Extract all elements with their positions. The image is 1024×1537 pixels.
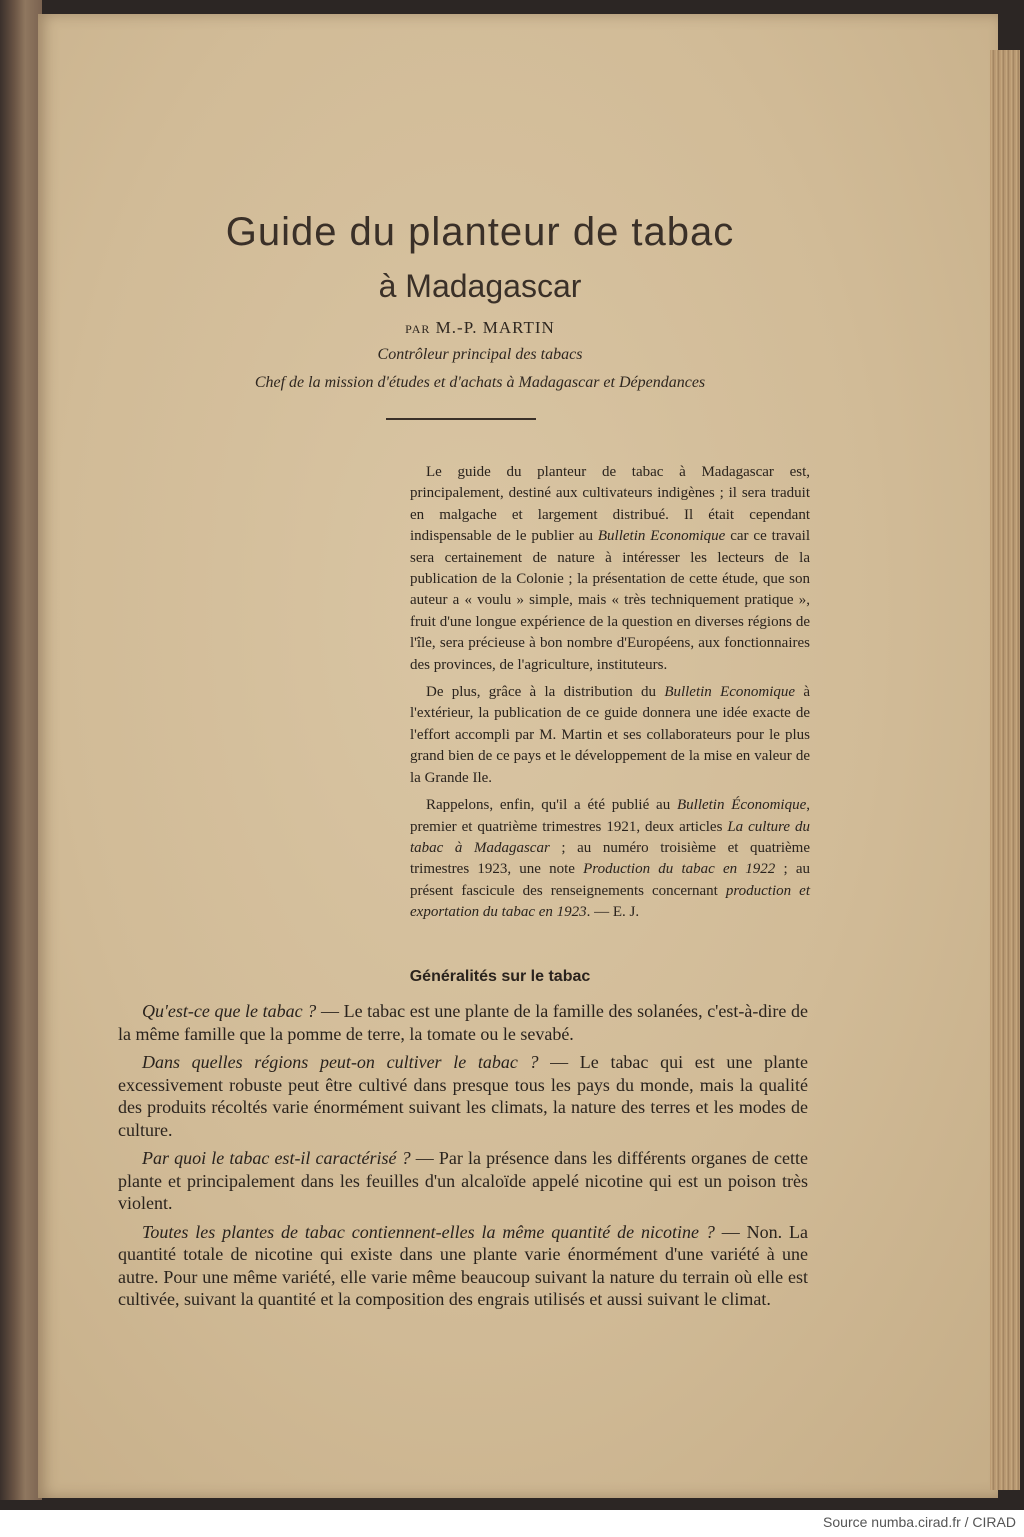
intro-italic-text: Bulletin Economique [597,528,726,545]
qa-paragraph [118,1147,808,1215]
answer: — Le tabac qui est une plante excessivement robuste peut être cultivé dans presque tous les pays du monde, mais la qualité des produits récoltés varie énormément suivant les climats, la nature des terres et les modes de culture. [118,1052,808,1140]
scan-bottom-border [0,1500,1024,1510]
qa-body [118,1000,808,1317]
intro-text: car ce travail sera certainement de nature à intéresser les lecteurs de la publication de la Colonie ; la présentation de cette étude, que son auteur a « voulu » simple, mais « très techniquement pratique », fruit d'une longue expérience de la question en diverses régions de l'île, sera précieuse à bon nombre d'Européens, aux fonctionnaires des provinces, de l'agriculture, instituteurs. [410,528,810,673]
answer: — Non. La quantité totale de nicotine qui existe dans une plante varie énormément d'une variété à une autre. Pour une même variété, elle varie même beaucoup suivant la nature du terrain où elle est cultivée, suivant la quantité et la composition des engrais utilisés et aussi suivant le climat. [118,1221,809,1309]
byline-prefix: PAR [405,322,431,336]
author-role-1: Contrôleur principal des tabacs [377,346,583,363]
byline [100,318,860,338]
document-title: Guide du planteur de tabac [225,210,735,254]
document-subtitle: à Madagascar [378,268,582,304]
intro-paragraph [410,795,810,923]
question: Toutes les plantes de tabac contiennent-elles la même quantité de nicotine ? [142,1221,715,1242]
intro-text: Rappelons, enfin, qu'il a été publié au [426,797,677,814]
intro-italic-text: Bulletin Économique [676,797,807,814]
answer: — Par la présence dans les différents organes de cette plante et principalement dans les feuilles d'un alcaloïde appelé nicotine qui est un poison très violent. [118,1148,809,1213]
source-caption: Source numba.cirad.fr / CIRAD [823,1514,1016,1530]
section-title: Généralités sur le tabac [409,968,591,985]
intro-text: Le guide du planteur de tabac à Madagascar est, principalement, destiné aux cultivateurs indigènes ; il sera traduit en malgache et largement distribué. Il était cependant indispensable de le publier au [410,464,810,545]
intro-text: à l'extérieur, la publication de ce guide donnera une idée exacte de l'effort accompli par M. Martin et ses collaborateurs pour le plus grand bien de ce pays et le développement de la mise en valeur de la Grande Ile. [410,684,810,786]
intro-text: ; au présent fascicule des renseignements concernant [410,861,811,899]
author-role-2: Chef de la mission d'études et d'achats à Madagascar et Dépendances [254,374,706,391]
intro-text: ; au numéro troisième et quatrième trimestres 1923, une note [410,839,811,878]
editorial-intro [410,462,810,930]
qa-paragraph [118,1221,808,1311]
qa-paragraph [118,1000,808,1045]
answer: — Le tabac est une plante de la famille des solanées, c'est-à-dire de la même famille que la pomme de terre, la tomate ou le sevabé. [118,1001,808,1044]
intro-text: , premier et quatrième trimestres 1921, deux articles [410,797,810,835]
author-name: M.-P. MARTIN [435,318,555,337]
intro-text: De plus, grâce à la distribution du [426,684,665,701]
question: Qu'est-ce que le tabac ? [142,1001,317,1021]
intro-italic-text: Bulletin Economique [664,684,796,701]
intro-italic-text: La culture du tabac à Madagascar [410,818,810,856]
intro-paragraph [410,682,810,789]
intro-italic-text: Production du tabac en 1922 [583,861,776,878]
qa-paragraph [118,1051,808,1141]
title-rule [386,418,536,420]
intro-text: . — E. J. [586,904,640,921]
question: Dans quelles régions peut-on cultiver le tabac ? [142,1052,539,1072]
book-spine-edge [0,0,42,1510]
intro-paragraph [410,462,810,676]
page-stack-edge [990,50,1020,1490]
intro-italic-text: production et exportation du tabac en 1923 [410,882,810,921]
question: Par quoi le tabac est-il caractérisé ? [142,1148,411,1168]
